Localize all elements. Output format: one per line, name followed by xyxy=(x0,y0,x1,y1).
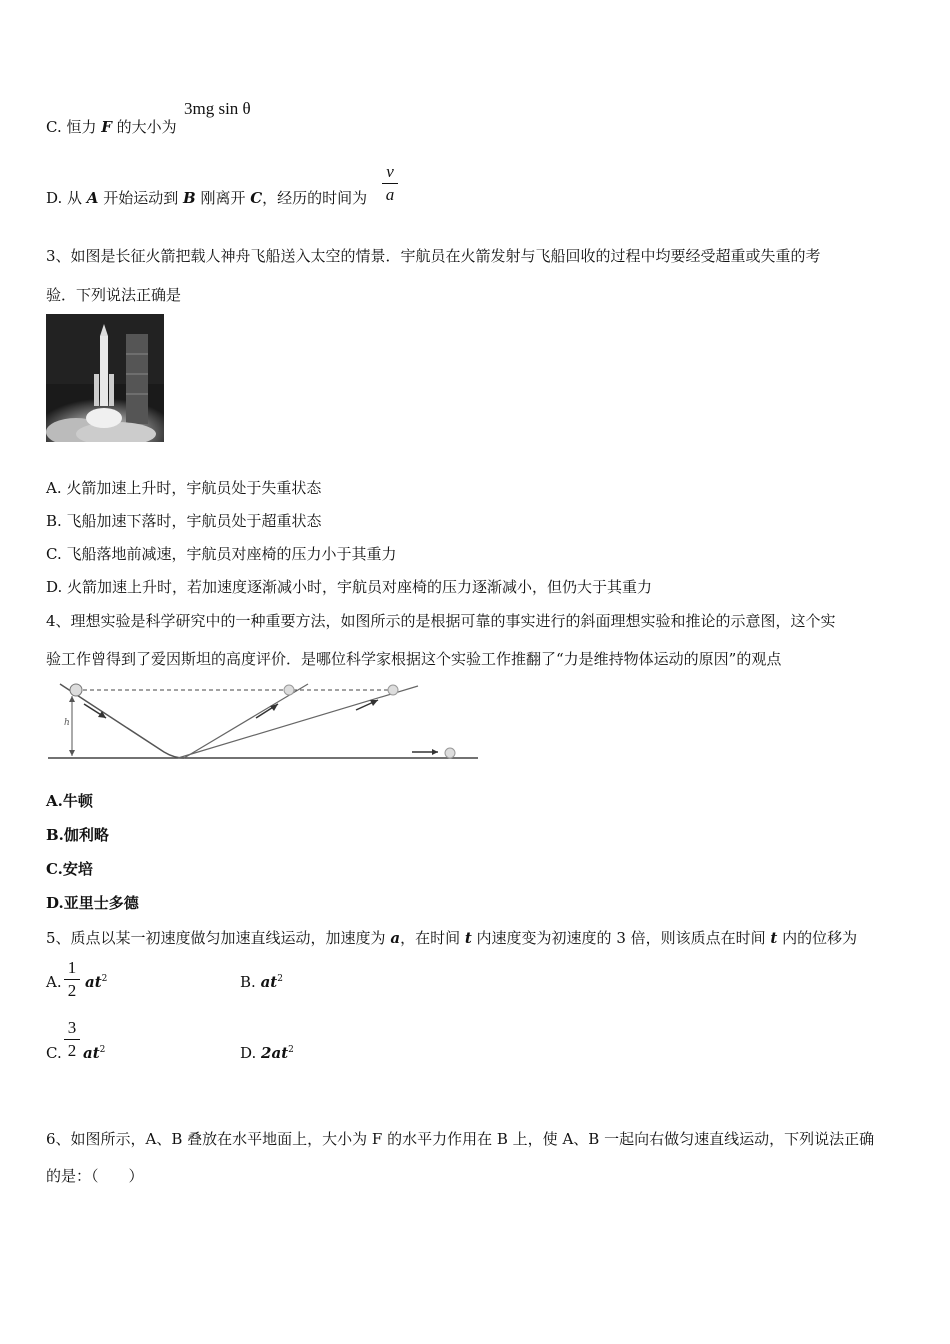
q5-option-c-fraction: 3 2 xyxy=(64,1018,80,1061)
q4-option-b: B.伽利略 xyxy=(46,826,109,844)
q3-option-d: D. 火箭加速上升时，若加速度逐渐减小时，宇航员对座椅的压力逐渐减小，但仍大于其重力 xyxy=(46,578,653,596)
q2-option-c: C. 恒力 F 的大小为 xyxy=(46,118,177,136)
ball-gentle xyxy=(388,685,398,695)
q5-option-b: B. $at^2$ xyxy=(240,973,283,991)
ideal-experiment-svg xyxy=(46,678,481,764)
q3-stem-line1: 3、如图是长征火箭把载人神舟飞船送入太空的情景．宇航员在火箭发射与飞船回收的过程中均要经受超重或失重的考 xyxy=(46,247,821,265)
q6-stem-line1: 6、如图所示，A、B 叠放在水平地面上，大小为 F 的水平力作用在 B 上，使 A、B 一起向右做匀速直线运动，下列说法正确 xyxy=(46,1130,875,1148)
q3-option-a: A. 火箭加速上升时，宇航员处于失重状态 xyxy=(46,479,322,497)
q5-option-c-expr: $at^2$ xyxy=(83,1044,106,1062)
q3-option-c: C. 飞船落地前减速，宇航员对座椅的压力小于其重力 xyxy=(46,545,397,563)
q4-option-a: A.牛顿 xyxy=(46,792,93,810)
q4-stem-line2: 验工作曾得到了爱因斯坦的高度评价．是哪位科学家根据这个实验工作推翻了“力是维持物体运动的原因”的观点 xyxy=(46,650,782,668)
ball-steep xyxy=(284,685,294,695)
ball-start xyxy=(70,684,82,696)
q5-stem: 5、质点以某一初速度做匀加速直线运动，加速度为 a，在时间 t 内速度变为初速度的 3 倍，则该质点在时间 t 内的位移为 xyxy=(46,929,858,947)
height-label: h xyxy=(64,718,70,728)
q4-stem-line1: 4、理想实验是科学研究中的一种重要方法，如图所示的是根据可靠的事实进行的斜面理想实验和推论的示意图，这个实 xyxy=(46,612,836,630)
gentle-right-slope xyxy=(178,686,418,758)
q5-option-a-expr: $at^2$ xyxy=(85,973,108,991)
q4-option-c: C.安培 xyxy=(46,860,93,878)
ball-flat xyxy=(445,748,455,758)
q2-option-d-fraction: v a xyxy=(382,162,398,205)
rocket-launch-photo xyxy=(46,314,164,442)
q3-option-b: B. 飞船加速下落时，宇航员处于超重状态 xyxy=(46,512,322,530)
q5-option-c-label: C. xyxy=(46,1044,62,1062)
q5-option-d: D. $2at^2$ xyxy=(240,1044,294,1062)
q6-stem-line2: 的是：（ ） xyxy=(46,1167,144,1185)
q3-stem-line2: 验．下列说法正确是 xyxy=(46,286,182,304)
inclined-plane-diagram xyxy=(46,678,481,764)
q2-option-c-formula: 3mg sin θ xyxy=(184,99,251,118)
q5-option-a-label: A. xyxy=(46,973,62,991)
rocket-image xyxy=(46,314,164,442)
q4-option-d: D.亚里士多德 xyxy=(46,894,139,912)
q5-option-a-fraction: 1 2 xyxy=(64,958,80,1001)
q2-option-d: D. 从 A 开始运动到 B 刚离开 C，经历的时间为 xyxy=(46,189,368,207)
